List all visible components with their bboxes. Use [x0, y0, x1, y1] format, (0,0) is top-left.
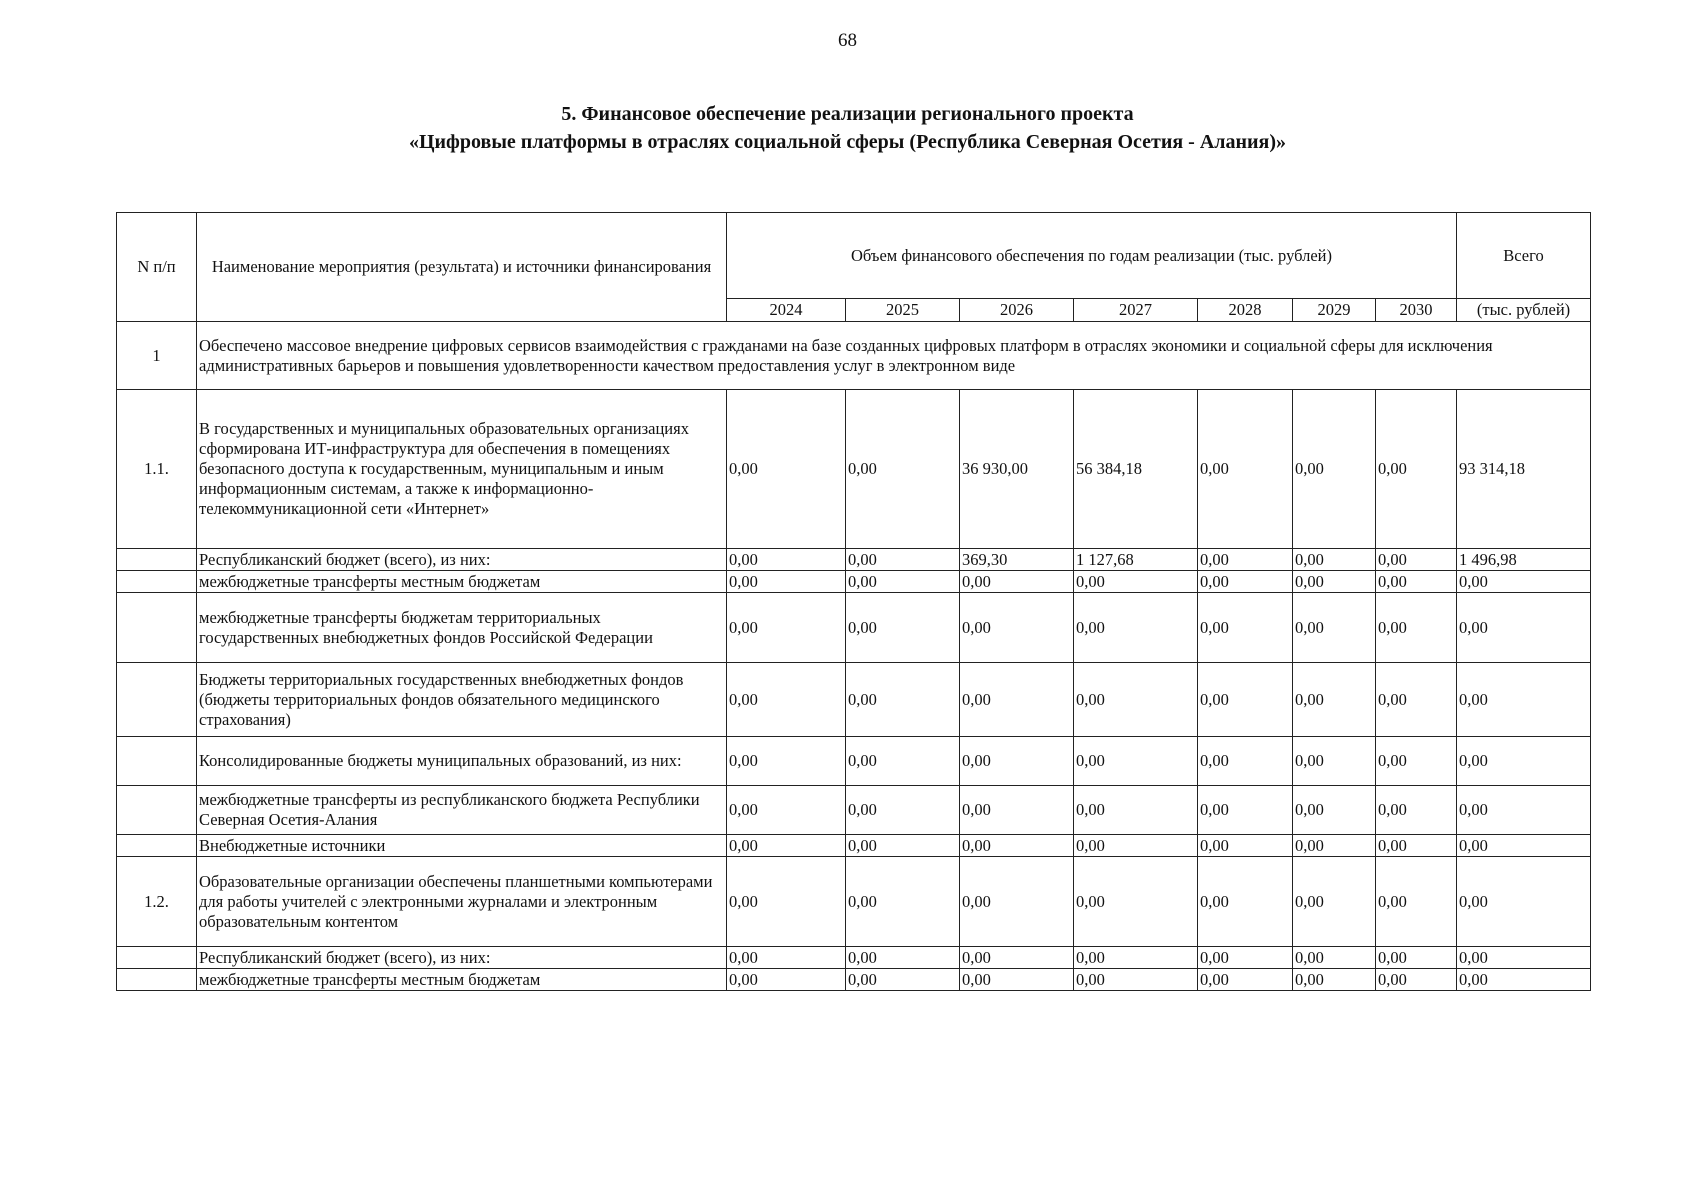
row-value: 0,00	[846, 947, 960, 969]
row-name: Консолидированные бюджеты муниципальных образований, из них:	[197, 737, 727, 786]
row-name: Образовательные организации обеспечены планшетными компьютерами для работы учителей с электронными журналами и электронным образовательным контентом	[197, 857, 727, 947]
row-value: 0,00	[1198, 549, 1293, 571]
header-total-unit: (тыс. рублей)	[1457, 299, 1591, 322]
row-name: межбюджетные трансферты бюджетам территориальных государственных внебюджетных фондов Российской Федерации	[197, 593, 727, 663]
table-row	[117, 593, 1591, 663]
row-num	[117, 571, 197, 593]
table-row	[117, 857, 1591, 947]
table-row	[117, 549, 1591, 571]
row-value: 0,00	[1293, 737, 1376, 786]
document-title	[0, 100, 1695, 156]
header-num: N п/п	[117, 213, 197, 322]
financing-table	[116, 212, 1591, 991]
page-number: 68	[838, 30, 857, 51]
row-value: 0,00	[1293, 947, 1376, 969]
row-name: межбюджетные трансферты из республиканского бюджета Республики Северная Осетия-Алания	[197, 786, 727, 835]
row-value: 0,00	[727, 737, 846, 786]
row-value: 0,00	[960, 969, 1074, 991]
row-value: 0,00	[1074, 947, 1198, 969]
row-value: 1 127,68	[1074, 549, 1198, 571]
row-value: 0,00	[1376, 947, 1457, 969]
row-num	[117, 549, 197, 571]
row-name: Республиканский бюджет (всего), из них:	[197, 947, 727, 969]
row-name: Республиканский бюджет (всего), из них:	[197, 549, 727, 571]
header-year: 2024	[727, 299, 846, 322]
row-num	[117, 663, 197, 737]
row-value: 0,00	[960, 947, 1074, 969]
row-value: 0,00	[1293, 549, 1376, 571]
row-value: 0,00	[1198, 663, 1293, 737]
row-num	[117, 786, 197, 835]
row-num	[117, 593, 197, 663]
row-total: 0,00	[1457, 737, 1591, 786]
header-year: 2025	[846, 299, 960, 322]
row-total: 0,00	[1457, 786, 1591, 835]
table-row	[117, 835, 1591, 857]
row-value: 0,00	[727, 969, 846, 991]
row-value: 0,00	[1376, 663, 1457, 737]
row-value: 0,00	[1293, 663, 1376, 737]
row-value: 0,00	[960, 737, 1074, 786]
row-value: 0,00	[846, 390, 960, 549]
row-value: 0,00	[1293, 786, 1376, 835]
row-value: 0,00	[1074, 571, 1198, 593]
table-row	[117, 571, 1591, 593]
table-row	[117, 663, 1591, 737]
row-value: 0,00	[1074, 737, 1198, 786]
row-total: 0,00	[1457, 947, 1591, 969]
header-year: 2026	[960, 299, 1074, 322]
section-num: 1	[117, 322, 197, 390]
row-value: 0,00	[727, 857, 846, 947]
header-year: 2028	[1198, 299, 1293, 322]
row-value: 0,00	[960, 786, 1074, 835]
row-total: 0,00	[1457, 857, 1591, 947]
row-num: 1.1.	[117, 390, 197, 549]
row-value: 0,00	[1376, 593, 1457, 663]
row-value: 0,00	[1376, 857, 1457, 947]
row-value: 0,00	[1376, 835, 1457, 857]
table-row	[117, 969, 1591, 991]
row-value: 0,00	[1293, 593, 1376, 663]
row-value: 0,00	[1074, 969, 1198, 991]
row-value: 0,00	[960, 857, 1074, 947]
row-value: 0,00	[1293, 571, 1376, 593]
row-value: 0,00	[1376, 549, 1457, 571]
row-num	[117, 737, 197, 786]
row-value: 0,00	[846, 663, 960, 737]
row-value: 0,00	[1293, 390, 1376, 549]
row-num	[117, 969, 197, 991]
row-value: 0,00	[727, 593, 846, 663]
row-value: 0,00	[1074, 835, 1198, 857]
row-value: 0,00	[1376, 786, 1457, 835]
header-name: Наименование мероприятия (результата) и источники финансирования	[197, 213, 727, 322]
header-row	[117, 213, 1591, 299]
row-value: 0,00	[846, 786, 960, 835]
row-value: 0,00	[1293, 835, 1376, 857]
row-name: Внебюджетные источники	[197, 835, 727, 857]
row-value: 0,00	[1198, 593, 1293, 663]
row-num: 1.2.	[117, 857, 197, 947]
row-value: 0,00	[1376, 571, 1457, 593]
header-volume: Объем финансового обеспечения по годам реализации (тыс. рублей)	[727, 213, 1457, 299]
row-value: 0,00	[727, 786, 846, 835]
row-name: Бюджеты территориальных государственных внебюджетных фондов (бюджеты территориальных фондов обязательного медицинского страхования)	[197, 663, 727, 737]
title-line-2: «Цифровые платформы в отраслях социальной сферы (Республика Северная Осетия - Алания)»	[408, 131, 1287, 153]
row-value: 0,00	[727, 571, 846, 593]
row-value: 0,00	[1198, 390, 1293, 549]
header-total: Всего	[1457, 213, 1591, 299]
section-text: Обеспечено массовое внедрение цифровых сервисов взаимодействия с гражданами на базе созданных цифровых платформ в отраслях экономики и социальной сферы для исключения административных барьеров и повышения удовлетворенности качеством предоставления услуг в электронном виде	[197, 322, 1591, 390]
row-total: 0,00	[1457, 835, 1591, 857]
header-year: 2029	[1293, 299, 1376, 322]
row-value: 0,00	[846, 737, 960, 786]
row-value: 0,00	[846, 549, 960, 571]
row-value: 0,00	[727, 947, 846, 969]
row-name: межбюджетные трансферты местным бюджетам	[197, 571, 727, 593]
row-value: 0,00	[846, 835, 960, 857]
row-value: 0,00	[727, 390, 846, 549]
row-num	[117, 835, 197, 857]
row-total: 1 496,98	[1457, 549, 1591, 571]
table-row	[117, 947, 1591, 969]
row-value: 0,00	[1074, 857, 1198, 947]
row-value: 0,00	[727, 549, 846, 571]
row-value: 0,00	[960, 593, 1074, 663]
row-value: 0,00	[1074, 593, 1198, 663]
header-year: 2030	[1376, 299, 1457, 322]
row-value: 369,30	[960, 549, 1074, 571]
row-value: 36 930,00	[960, 390, 1074, 549]
title-line-1: 5. Финансовое обеспечение реализации регионального проекта	[561, 103, 1134, 125]
row-value: 0,00	[1198, 571, 1293, 593]
row-value: 0,00	[1074, 663, 1198, 737]
row-value: 0,00	[846, 593, 960, 663]
row-name: В государственных и муниципальных образовательных организациях сформирована ИТ-инфраструктура для обеспечения в помещениях безопасного доступа к государственным, муниципальным и иным информационным системам, а также к информационно-телекоммуникационной сети «Интернет»	[197, 390, 727, 549]
row-value: 0,00	[960, 663, 1074, 737]
row-value: 0,00	[846, 857, 960, 947]
row-value: 0,00	[727, 663, 846, 737]
row-value: 0,00	[1293, 857, 1376, 947]
row-num	[117, 947, 197, 969]
row-value: 0,00	[1198, 969, 1293, 991]
row-value: 0,00	[1198, 786, 1293, 835]
row-total: 0,00	[1457, 663, 1591, 737]
row-value: 0,00	[1376, 390, 1457, 549]
row-value: 0,00	[960, 571, 1074, 593]
row-value: 0,00	[846, 969, 960, 991]
row-value: 0,00	[1376, 737, 1457, 786]
row-value: 0,00	[1376, 969, 1457, 991]
row-value: 0,00	[960, 835, 1074, 857]
row-value: 0,00	[1198, 857, 1293, 947]
row-value: 56 384,18	[1074, 390, 1198, 549]
row-value: 0,00	[727, 835, 846, 857]
row-value: 0,00	[1074, 786, 1198, 835]
row-total: 0,00	[1457, 593, 1591, 663]
row-value: 0,00	[1198, 947, 1293, 969]
header-year: 2027	[1074, 299, 1198, 322]
row-total: 93 314,18	[1457, 390, 1591, 549]
table-row	[117, 390, 1591, 549]
row-name: межбюджетные трансферты местным бюджетам	[197, 969, 727, 991]
row-value: 0,00	[1198, 737, 1293, 786]
row-total: 0,00	[1457, 969, 1591, 991]
row-value: 0,00	[1198, 835, 1293, 857]
section-row	[117, 322, 1591, 390]
row-value: 0,00	[846, 571, 960, 593]
row-value: 0,00	[1293, 969, 1376, 991]
table-row	[117, 786, 1591, 835]
table-row	[117, 737, 1591, 786]
row-total: 0,00	[1457, 571, 1591, 593]
